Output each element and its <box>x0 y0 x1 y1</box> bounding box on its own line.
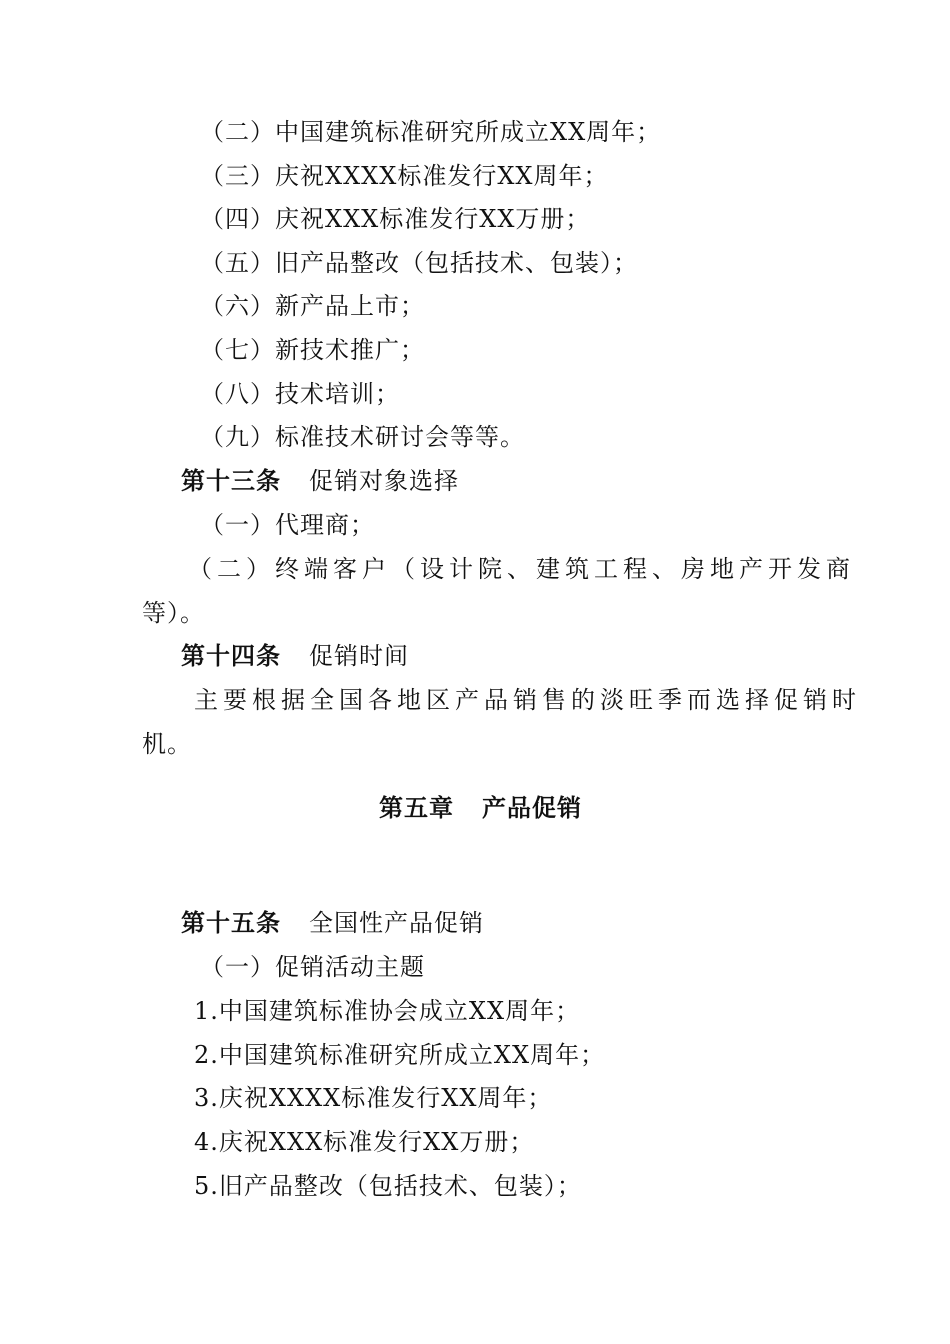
list-item: （六）新产品上市； <box>200 292 425 320</box>
article-label: 第十四条 <box>181 641 281 670</box>
article-title: 促销时间 <box>309 642 409 670</box>
list-item: （四）庆祝XXX标准发行XX万册； <box>200 205 591 233</box>
list-item: （二）中国建筑标准研究所成立XX周年； <box>200 118 662 146</box>
paragraph: 主要根据全国各地区产品销售的淡旺季而选择促销时 <box>194 686 861 714</box>
paragraph-continuation: 机。 <box>142 730 192 758</box>
list-item: （二）终端客户（设计院、建筑工程、房地产开发商 <box>188 555 855 583</box>
numbered-item: 3.庆祝XXXX标准发行XX周年； <box>194 1084 553 1112</box>
article-title: 促销对象选择 <box>309 467 459 495</box>
numbered-item: 4.庆祝XXX标准发行XX万册； <box>194 1128 535 1156</box>
article-15-heading <box>181 908 484 938</box>
article-title: 全国性产品促销 <box>309 909 484 937</box>
list-item: （五）旧产品整改（包括技术、包装）； <box>200 249 638 277</box>
list-item: （七）新技术推广； <box>200 336 425 364</box>
chapter-label: 第五章 <box>379 793 454 822</box>
list-item: （九）标准技术研讨会等等。 <box>200 423 525 451</box>
sub-heading: （一）促销活动主题 <box>200 953 425 981</box>
list-item: （三）庆祝XXXX标准发行XX周年； <box>200 162 609 190</box>
article-14-heading <box>181 641 409 671</box>
list-item-continuation: 等）。 <box>142 599 205 627</box>
article-label: 第十五条 <box>181 908 281 937</box>
chapter-heading <box>379 793 582 823</box>
numbered-item: 2.中国建筑标准研究所成立XX周年； <box>194 1041 606 1069</box>
list-item: （一）代理商； <box>200 511 375 539</box>
numbered-item: 5.旧产品整改（包括技术、包装）； <box>194 1172 582 1200</box>
numbered-item: 1.中国建筑标准协会成立XX周年； <box>194 997 581 1025</box>
chapter-title: 产品促销 <box>482 793 582 822</box>
article-label: 第十三条 <box>181 466 281 495</box>
article-13-heading <box>181 466 459 496</box>
list-item: （八）技术培训； <box>200 380 400 408</box>
